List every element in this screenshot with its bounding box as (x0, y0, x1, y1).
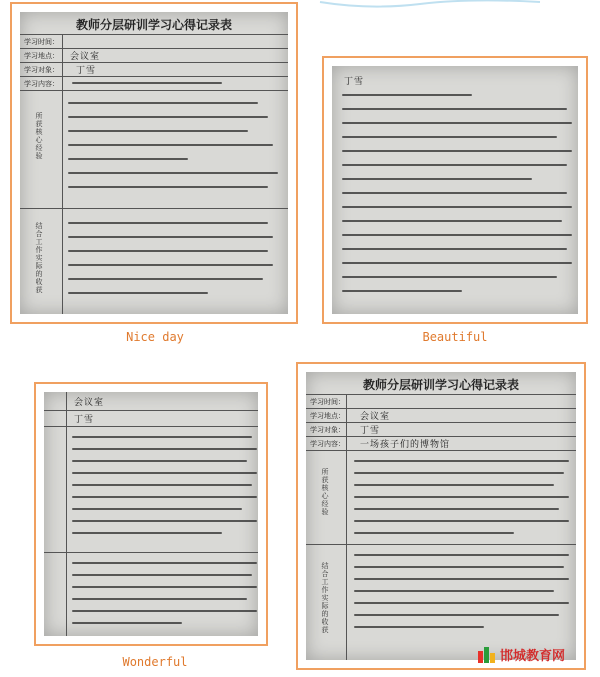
label-time: 学习时间： (310, 398, 345, 406)
photo-nice-day (10, 2, 298, 324)
logo-icon (478, 647, 496, 663)
label-target: 学习对象： (24, 66, 59, 74)
photo-wonderful (34, 382, 268, 646)
side-label-core: 所获核心经验 (35, 112, 43, 160)
target-value: 丁雪 (344, 77, 365, 87)
label-place: 学习地点： (24, 52, 59, 60)
place-value: 会议室 (70, 52, 101, 62)
logo-text: 邯城教育网 (500, 649, 566, 664)
caption-nice-day: Nice day (126, 330, 184, 344)
record-sheet-d (306, 372, 576, 660)
side-label-core: 所获核心经验 (321, 468, 329, 516)
label-time: 学习时间： (24, 38, 59, 46)
label-content: 学习内容： (24, 80, 59, 88)
target-value: 丁雪 (74, 415, 95, 425)
photo-record-sheet (296, 362, 586, 670)
sheet-title: 教师分层研训学习心得记录表 (75, 18, 232, 32)
decorative-arc (310, 0, 550, 10)
target-value: 丁雪 (76, 66, 97, 76)
side-label-gain: 结合工作实际的收获 (35, 222, 43, 294)
photo-beautiful (322, 56, 588, 324)
record-sheet-c (44, 392, 258, 636)
caption-beautiful: Beautiful (422, 330, 488, 344)
record-sheet-b (332, 66, 578, 314)
site-logo (478, 645, 565, 664)
caption-wonderful: Wonderful (122, 655, 188, 669)
label-content: 学习内容： (310, 440, 345, 448)
place-value: 会议室 (360, 412, 391, 422)
sheet-title: 教师分层研训学习心得记录表 (362, 378, 519, 392)
record-sheet-a (20, 12, 288, 314)
label-target: 学习对象： (310, 426, 345, 434)
side-label-gain: 结合工作实际的收获 (321, 562, 329, 634)
target-value: 丁雪 (360, 426, 381, 436)
label-place: 学习地点： (310, 412, 345, 420)
content-value: 一场孩子们的博物馆 (360, 440, 451, 450)
place-value: 会议室 (74, 398, 105, 408)
